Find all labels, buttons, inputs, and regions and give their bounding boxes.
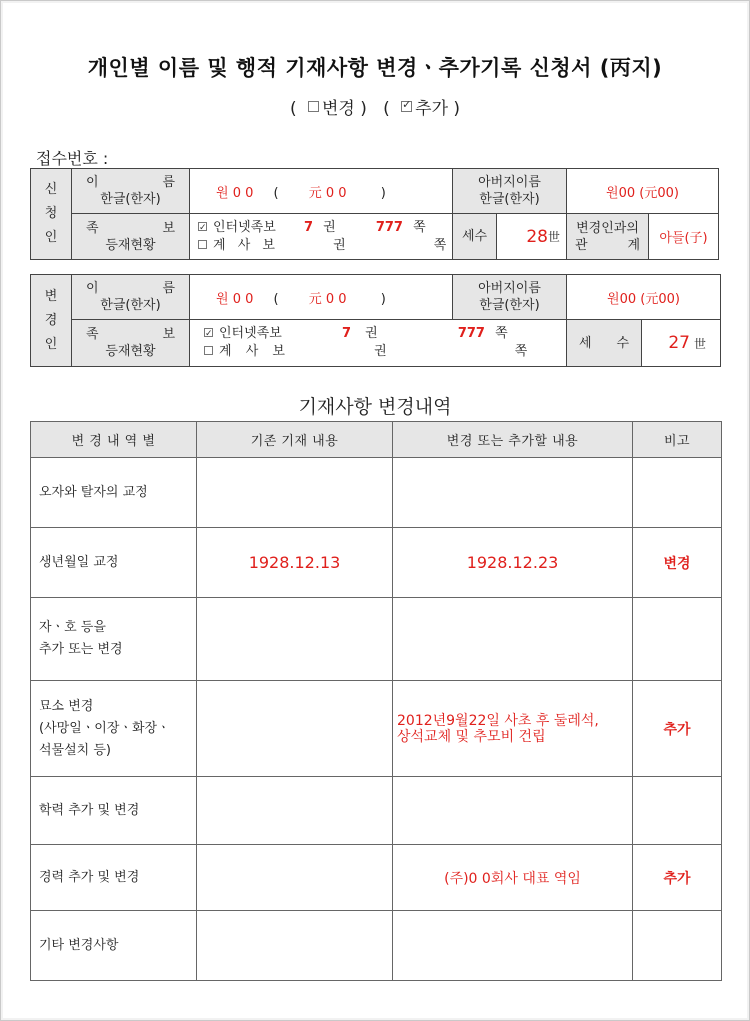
change-details-title: 기재사항 변경내역 <box>298 396 452 418</box>
change-type-cell: 학력 추가 및 변경 <box>31 777 197 845</box>
applicant-name-hangul: 원 0 0 <box>216 185 254 201</box>
option-add-label: 추가 <box>415 99 449 119</box>
changed-name-hanja: 元 0 0 <box>308 291 347 307</box>
applicant-generation-value: 28 <box>526 226 548 247</box>
changed-side-label: 변 경 인 <box>31 275 72 367</box>
existing-content-cell[interactable] <box>197 911 393 981</box>
note-cell[interactable]: 추가 <box>633 845 722 911</box>
changed-name-field[interactable]: 원 0 0 ( 元 0 0 ) <box>190 275 453 320</box>
note-cell[interactable] <box>633 458 722 528</box>
changed-father-value[interactable]: 원00 (元00) <box>567 275 721 320</box>
new-content-cell[interactable] <box>393 911 633 981</box>
paren-open-2: ( <box>383 99 390 119</box>
table-row <box>31 458 722 528</box>
change-type-cell: 경력 추가 및 변경 <box>31 845 197 911</box>
applicant-genealogy-label: 족 보 등재현황 <box>72 214 190 260</box>
changed-genealogy-label: 족 보 등재현황 <box>72 320 190 367</box>
applicant-name-field[interactable]: 원 0 0 ( 元 0 0 ) <box>190 169 453 214</box>
paren-close-1: ) <box>360 99 367 119</box>
table-row <box>31 528 722 598</box>
new-content-cell[interactable] <box>393 458 633 528</box>
changed-generation-label: 세 수 <box>567 320 642 367</box>
applicant-side-label: 신 청 인 <box>31 169 72 260</box>
note-cell[interactable]: 변경 <box>633 528 722 598</box>
existing-content-cell[interactable] <box>197 681 393 777</box>
changed-father-label: 아버지이름 한글(한자) <box>453 275 567 320</box>
applicant-generation-field[interactable]: 세수 28 世 <box>453 214 567 260</box>
changed-genealogy-field[interactable]: ✓인터넷족보 7 권 777 쪽 계 사 보 권 쪽 <box>190 320 567 367</box>
changed-name-label: 이 름 한글(한자) <box>72 275 190 320</box>
applicant-father-label: 아버지이름 한글(한자) <box>453 169 567 214</box>
header-note: 비고 <box>633 422 722 458</box>
changed-person-table <box>30 274 721 367</box>
note-cell[interactable]: 추가 <box>633 681 722 777</box>
note-cell[interactable] <box>633 598 722 681</box>
applicant-relation-value[interactable]: 아들(子) <box>649 214 719 260</box>
changed-internet-genealogy-checkbox[interactable] <box>204 328 213 337</box>
change-type-cell: 오자와 탈자의 교정 <box>31 458 197 528</box>
header-existing-content: 기존 기재 내용 <box>197 422 393 458</box>
add-checkbox[interactable] <box>401 101 412 112</box>
change-checkbox[interactable] <box>308 101 319 112</box>
change-type-cell: 기타 변경사항 <box>31 911 197 981</box>
paren-open-1: ( <box>289 99 297 119</box>
new-content-cell[interactable]: 1928.12.23 <box>393 528 633 598</box>
existing-content-cell[interactable] <box>197 598 393 681</box>
note-cell[interactable] <box>633 777 722 845</box>
receipt-number-label: 접수번호 : <box>36 149 109 168</box>
existing-content-cell[interactable] <box>197 777 393 845</box>
applicant-name-label: 이 름 한글(한자) <box>72 169 190 214</box>
applicant-internet-genealogy-checkbox[interactable] <box>198 222 207 231</box>
applicant-relation-label: 변경인과의 관 계 <box>567 214 649 260</box>
changed-generation-field[interactable]: 27 世 <box>642 320 721 367</box>
new-content-cell[interactable] <box>393 598 633 681</box>
changed-name-hangul: 원 0 0 <box>216 291 254 307</box>
change-type-cell: 묘소 변경 (사망일ㆍ이장ㆍ화장ㆍ 석물설치 등) <box>31 681 197 777</box>
changed-generation-value: 27 <box>668 333 690 353</box>
form-option-row <box>0 94 750 119</box>
applicant-generation-label: 세수 <box>453 214 497 259</box>
applicant-table <box>30 168 719 260</box>
applicant-father-value[interactable]: 원00 (元00) <box>567 169 719 214</box>
paren-close-2: ) <box>453 99 461 119</box>
change-type-cell: 생년월일 교정 <box>31 528 197 598</box>
new-content-cell[interactable] <box>393 777 633 845</box>
new-content-cell[interactable]: (주)0 0회사 대표 역임 <box>393 845 633 911</box>
header-new-content: 변경 또는 추가할 내용 <box>393 422 633 458</box>
header-change-type: 변 경 내 역 별 <box>31 422 197 458</box>
option-change-label: 변경 <box>321 99 355 119</box>
table-row <box>31 911 722 981</box>
table-row <box>31 681 722 777</box>
table-row <box>31 598 722 681</box>
applicant-gyesabo-checkbox[interactable] <box>198 240 207 249</box>
note-cell[interactable] <box>633 911 722 981</box>
form-title: 개인별 이름 및 행적 기재사항 변경ㆍ추가기록 신청서 (丙지) <box>87 56 663 80</box>
table-row <box>31 777 722 845</box>
existing-content-cell[interactable] <box>197 845 393 911</box>
table-row <box>31 845 722 911</box>
existing-content-cell[interactable]: 1928.12.13 <box>197 528 393 598</box>
changed-gyesabo-checkbox[interactable] <box>204 346 213 355</box>
applicant-name-hanja: 元 0 0 <box>308 185 347 201</box>
applicant-genealogy-field[interactable]: ✓인터넷족보 7 권 777 쪽 계 사 보 권 쪽 <box>190 214 453 260</box>
change-type-cell: 자ㆍ호 등을 추가 또는 변경 <box>31 598 197 681</box>
change-details-table <box>30 421 722 981</box>
existing-content-cell[interactable] <box>197 458 393 528</box>
new-content-cell[interactable]: 2012년9월22일 사초 후 둘레석, 상석교체 및 추모비 건립 <box>393 681 633 777</box>
